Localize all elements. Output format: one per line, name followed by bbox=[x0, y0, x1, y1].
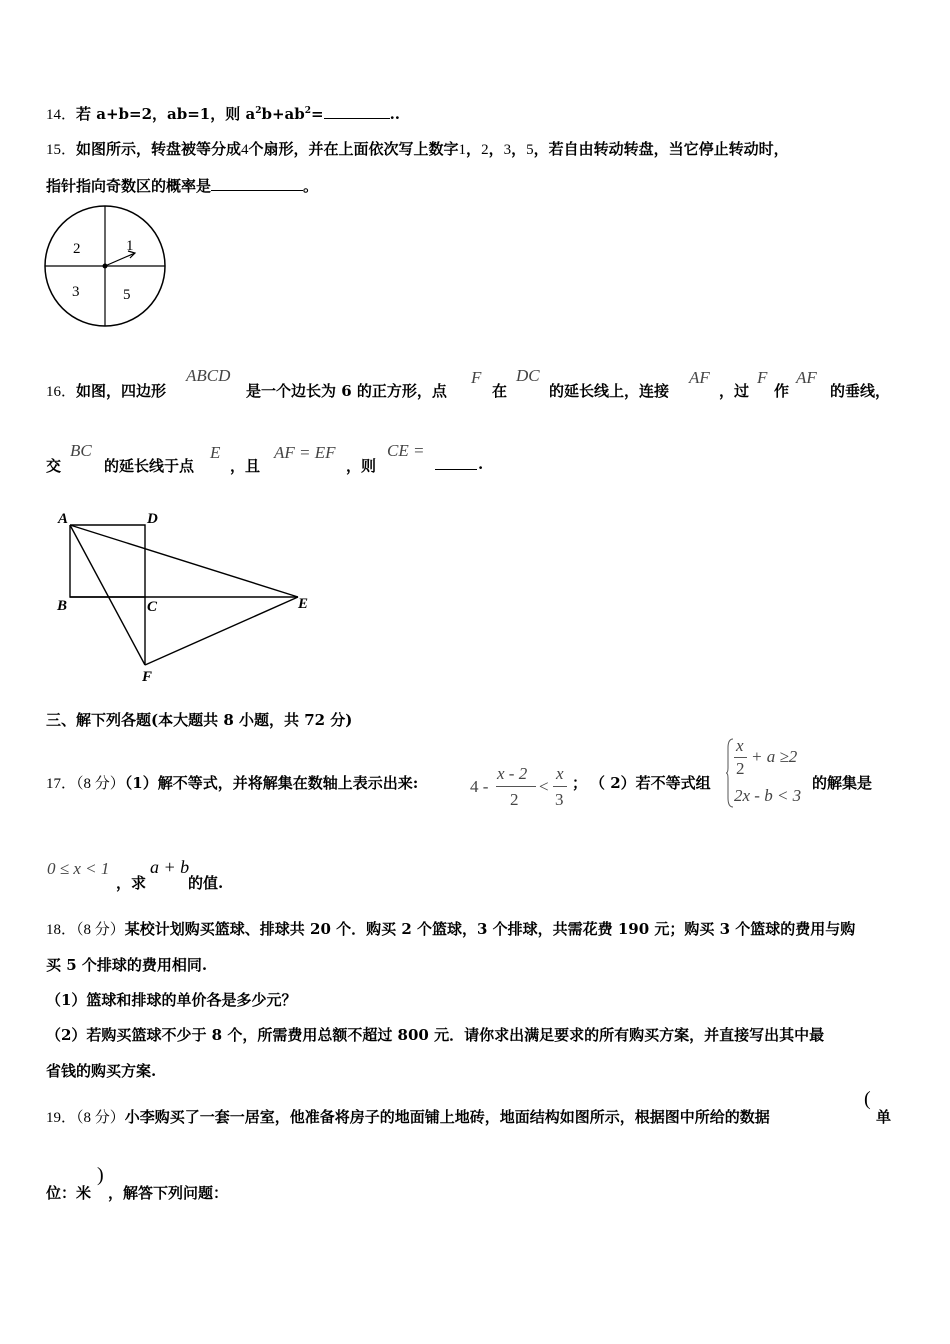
brace-icon bbox=[726, 738, 734, 808]
question-18-sub2-line2: 省钱的购买方案. bbox=[46, 1062, 157, 1080]
question-15-line1: 15．如图所示，转盘被等分成4个扇形，并在上面依次写上数字1，2，3，5，若自由转动转盘，当它停止转动时， bbox=[46, 140, 789, 158]
point-label-a: A bbox=[58, 511, 69, 527]
section-title: 三、解下列各题(本大题共 8 小题，共 72 分) bbox=[46, 711, 353, 729]
question-18-line1: 18．（8 分）某校计划购买篮球、排球共 20 个．购买 2 个篮球，3 个排球，共需花费 190 元；购买 3 个篮球的费用与购 bbox=[46, 920, 856, 938]
answer-blank[interactable] bbox=[211, 176, 303, 191]
segment-ae bbox=[70, 525, 298, 597]
point-label-e: E bbox=[298, 596, 309, 612]
square-triangle-figure bbox=[50, 505, 320, 685]
pointer-arrow-icon bbox=[105, 253, 135, 266]
spinner-figure bbox=[44, 206, 168, 330]
point-label-d: D bbox=[147, 511, 158, 527]
answer-blank[interactable] bbox=[324, 104, 390, 119]
sector-label: 2 bbox=[73, 241, 81, 257]
segment-af bbox=[70, 525, 145, 665]
sector-label: 3 bbox=[72, 284, 80, 300]
segment-fe bbox=[145, 597, 298, 665]
sector-label: 5 bbox=[123, 287, 131, 303]
point-label-b: B bbox=[57, 598, 68, 614]
question-18-sub1: （1）篮球和排球的单价各是多少元？ bbox=[46, 991, 297, 1009]
question-18-line2: 买 5 个排球的费用相同. bbox=[46, 956, 208, 974]
question-14: 14．若 a+b=2，ab=1，则 $a^2b+ab^2=$ .. bbox=[46, 105, 401, 123]
answer-blank[interactable] bbox=[435, 455, 477, 470]
square-abcd bbox=[70, 525, 145, 597]
point-label-f: F bbox=[142, 669, 153, 685]
question-15-line2: 指针指向奇数区的概率是 。 bbox=[46, 177, 319, 195]
question-18-sub2-line1: （2）若购买篮球不少于 8 个，所需费用总额不超过 800 元．请你求出满足要求的所有购买方案，并直接写出其中最 bbox=[46, 1026, 825, 1044]
sector-label: 1 bbox=[126, 238, 134, 254]
point-label-c: C bbox=[147, 599, 158, 615]
